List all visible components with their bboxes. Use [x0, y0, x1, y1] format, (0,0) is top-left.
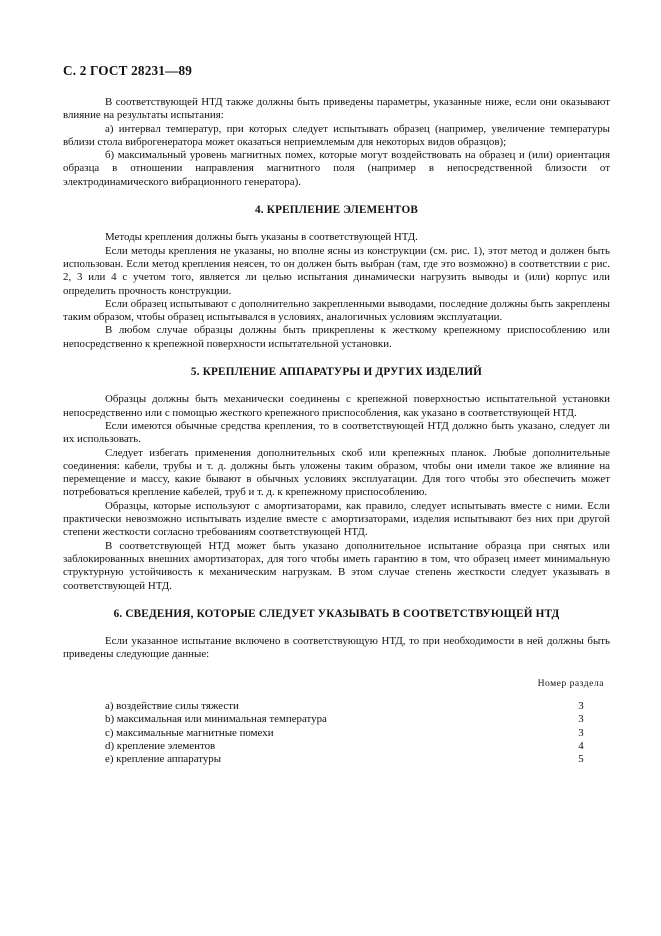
- intro-item-b: б) максимальный уровень магнитных помех, которые могут воздействовать на образец и (или) ориентация образца в отношении направления магнитного поля (например в непосредственной близости от электродинамического вибрационного генератора).: [63, 149, 610, 188]
- section-5-paragraph-4: Образцы, которые используют с амортизаторами, как правило, следует испытывать вместе с ними. Если практически невозможно испытывать изделие вместе с амортизаторами, изделия испытывают без них при другой степени жесткости согласно требованиям соответствующей НТД.: [63, 499, 610, 539]
- section-5-paragraph-5: В соответствующей НТД может быть указано дополнительное испытание образца при снятых или заблокированных внешних амортизаторах, для того чтобы иметь гарантию в том, что образец имеет минимальную структурную устойчивость к механическим нагрузкам. В этом случае степень жесткости следует указывать в соответствующей НТД.: [63, 539, 610, 592]
- list-item: [63, 713, 610, 726]
- list-item: [63, 727, 610, 740]
- list-item-label: a) воздействие силы тяжести: [105, 699, 239, 712]
- intro-item-a: а) интервал температур, при которых следует испытывать образец (например, увеличение температуры вблизи стола виброгенератора может оказаться неприемлемым для некоторых видов образцов);: [63, 122, 610, 148]
- section-4-paragraph-4: В любом случае образцы должны быть прикреплены к жесткому крепежному приспособлению или непосредственно к крепежной поверхности испытательной установки.: [63, 324, 610, 350]
- list-item: [63, 700, 610, 713]
- list-item-label: b) максимальная или минимальная температура: [105, 713, 327, 726]
- section-number-column-header: Номер раздела: [537, 677, 604, 689]
- list-item-section-number: 3: [578, 699, 584, 712]
- data-list: [63, 700, 610, 766]
- document-body: [63, 96, 610, 766]
- list-item-label: d) крепление элементов: [105, 739, 216, 752]
- list-item: [63, 753, 610, 766]
- section-6-heading: 6. СВЕДЕНИЯ, КОТОРЫЕ СЛЕДУЕТ УКАЗЫВАТЬ В СООТВЕТСТВУЮЩЕЙ НТД: [113, 607, 560, 620]
- section-5-paragraph-2: Если имеются обычные средства крепления, то в соответствующей НТД должно быть указано, следует ли их использовать.: [63, 419, 610, 446]
- list-item-section-number: 3: [578, 726, 584, 739]
- list-item-section-number: 3: [578, 713, 584, 726]
- section-4-paragraph-1: Методы крепления должны быть указаны в соответствующей НТД.: [105, 231, 418, 244]
- page-header: С. 2 ГОСТ 28231—89: [63, 63, 193, 78]
- section-4-paragraph-2: Если методы крепления не указаны, но вполне ясны из конструкции (см. рис. 1), этот метод и должен быть использован. Если метод крепления неясен, то он должен быть выбран (там, где это возможно) в соответствии с рис. 2, 3 или 4 с учетом того, является ли целью испытания динамически нагрузить выводы и (или) корпус или определить прочность конструкции.: [63, 244, 610, 297]
- section-5-heading: 5. КРЕПЛЕНИЕ АППАРАТУРЫ И ДРУГИХ ИЗДЕЛИЙ: [190, 366, 483, 379]
- section-5-paragraph-3: Следует избегать применения дополнительных скоб или крепежных планок. Любые дополнительные соединения: кабели, трубы и т. д. должны быть уложены таким образом, чтобы они имели такое же влияние на перемещение и массу, какие бывают в обычных условиях эксплуатации. Для того чтобы это обеспечить может потребоваться крепление кабелей, труб и т. д. к крепежному приспособлению.: [63, 446, 610, 499]
- list-item-label: e) крепление аппаратуры: [105, 753, 222, 766]
- list-item-label: c) максимальные магнитные помехи: [105, 726, 274, 739]
- section-4-paragraph-3: Если образец испытывают с дополнительно закрепленными выводами, последние должны быть закреплены таким образом, чтобы образец испытывался в условиях, аналогичных условиям эксплуатации.: [63, 297, 610, 324]
- section-5-paragraph-1: Образцы должны быть механически соединены с крепежной поверхностью испытательной установки непосредственно или с помощью жесткого крепежного приспособления, как указано в соответствующей НТД.: [63, 393, 610, 419]
- list-item-section-number: 4: [578, 739, 584, 752]
- list-item-section-number: 5: [578, 753, 584, 766]
- section-4-heading: 4. КРЕПЛЕНИЕ ЭЛЕМЕНТОВ: [254, 204, 419, 217]
- section-6-paragraph-1: Если указанное испытание включено в соответствующую НТД, то при необходимости в ней должны быть приведены следующие данные:: [63, 635, 610, 661]
- list-item: [63, 740, 610, 753]
- intro-paragraph: В соответствующей НТД также должны быть приведены параметры, указанные ниже, если они оказывают влияние на результаты испытания:: [63, 96, 610, 122]
